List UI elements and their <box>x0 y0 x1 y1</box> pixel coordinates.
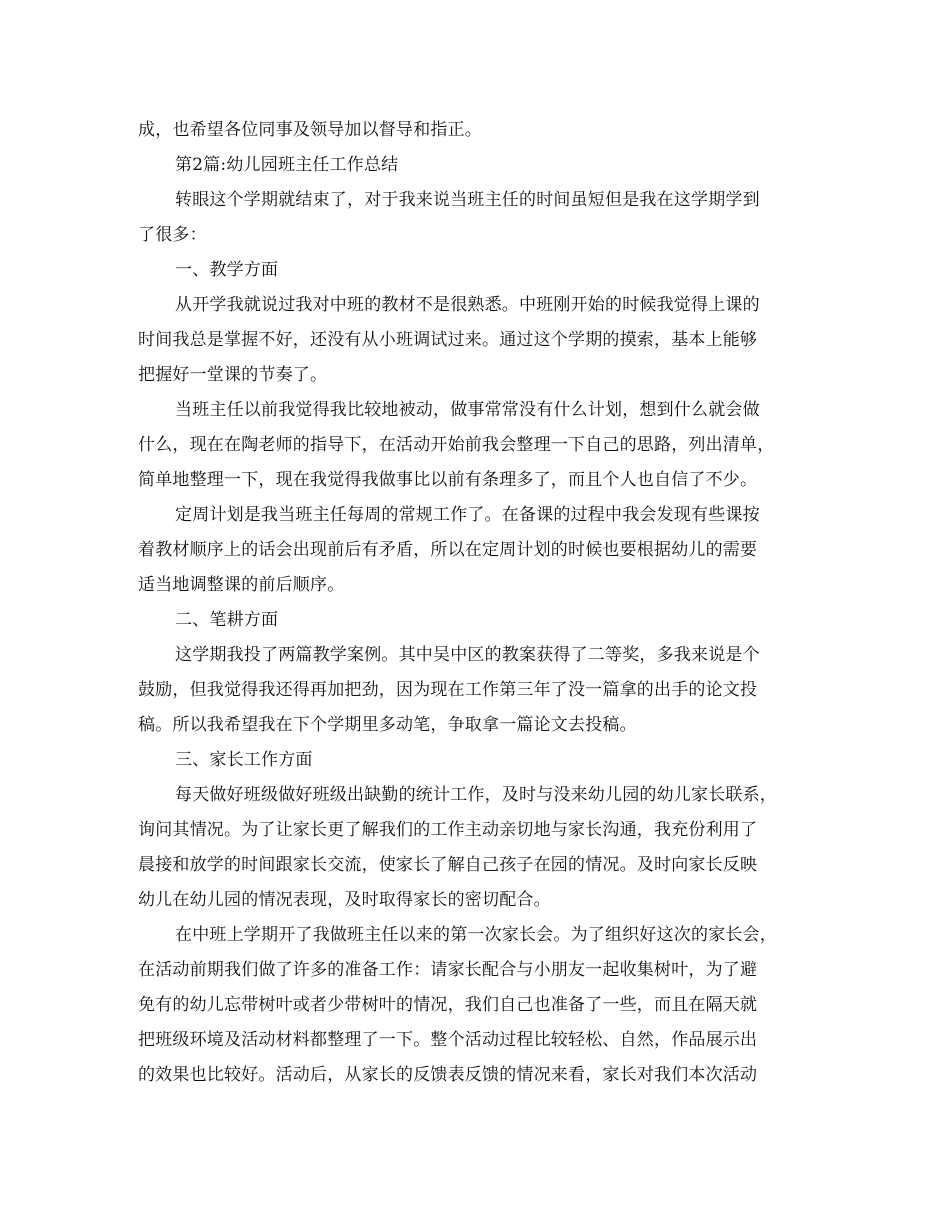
text-line: 转眼这个学期就结束了，对于我来说当班主任的时间虽短但是我在这学期学到 <box>175 190 760 210</box>
text-line: 什么，现在在陶老师的指导下，在活动开始前我会整理一下自己的思路，列出清单， <box>138 435 775 455</box>
section-heading: 一、教学方面 <box>175 260 279 280</box>
text-line: 成，也希望各位同事及领导加以督导和指正。 <box>138 120 482 140</box>
section-heading: 二、笔耕方面 <box>175 610 279 630</box>
text-line: 询问其情况。为了让家长更了解我们的工作主动亲切地与家长沟通，我充份利用了 <box>138 820 758 840</box>
text-line: 这学期我投了两篇教学案例。其中吴中区的教案获得了二等奖，多我来说是个 <box>175 645 760 665</box>
section-heading: 三、家长工作方面 <box>175 750 313 770</box>
text-line: 鼓励，但我觉得我还得再加把劲，因为现在工作第三年了没一篇拿的出手的论文投 <box>138 680 758 700</box>
text-line: 在活动前期我们做了许多的准备工作：请家长配合与小朋友一起收集树叶，为了避 <box>138 960 758 980</box>
text-line: 把班级环境及活动材料都整理了一下。整个活动过程比较轻松、自然，作品展示出 <box>138 1030 758 1050</box>
text-line: 时间我总是掌握不好，还没有从小班调试过来。通过这个学期的摸索，基本上能够 <box>138 330 758 350</box>
text-line: 当班主任以前我觉得我比较地被动，做事常常没有什么计划，想到什么就会做 <box>175 400 760 420</box>
text-line: 着教材顺序上的话会出现前后有矛盾，所以在定周计划的时候也要根据幼儿的需要 <box>138 540 758 560</box>
text-line: 稿。所以我希望我在下个学期里多动笔，争取拿一篇论文去投稿。 <box>138 715 637 735</box>
text-line: 免有的幼儿忘带树叶或者少带树叶的情况，我们自己也准备了一些，而且在隔天就 <box>138 995 758 1015</box>
text-line: 把握好一堂课的节奏了。 <box>138 365 328 385</box>
text-line: 幼儿在幼儿园的情况表现，及时取得家长的密切配合。 <box>138 890 551 910</box>
text-line: 定周计划是我当班主任每周的常规工作了。在备课的过程中我会发现有些课按 <box>175 505 760 525</box>
text-line: 简单地整理一下，现在我觉得我做事比以前有条理多了，而且个人也自信了不少。 <box>138 470 758 490</box>
text-line: 的效果也比较好。活动后，从家长的反馈表反馈的情况来看，家长对我们本次活动 <box>138 1065 758 1085</box>
text-line: 在中班上学期开了我做班主任以来的第一次家长会。为了组织好这次的家长会， <box>175 925 777 945</box>
text-line: 每天做好班级做好班级出缺勤的统计工作，及时与没来幼儿园的幼儿家长联系， <box>175 785 777 805</box>
section-title: 第2篇:幼儿园班主任工作总结 <box>175 155 399 175</box>
text-line: 了很多： <box>138 225 207 245</box>
text-line: 从开学我就说过我对中班的教材不是很熟悉。中班刚开始的时候我觉得上课的 <box>175 295 760 315</box>
text-line: 晨接和放学的时间跟家长交流，使家长了解自己孩子在园的情况。及时向家长反映 <box>138 855 758 875</box>
text-line: 适当地调整课的前后顺序。 <box>138 575 345 595</box>
